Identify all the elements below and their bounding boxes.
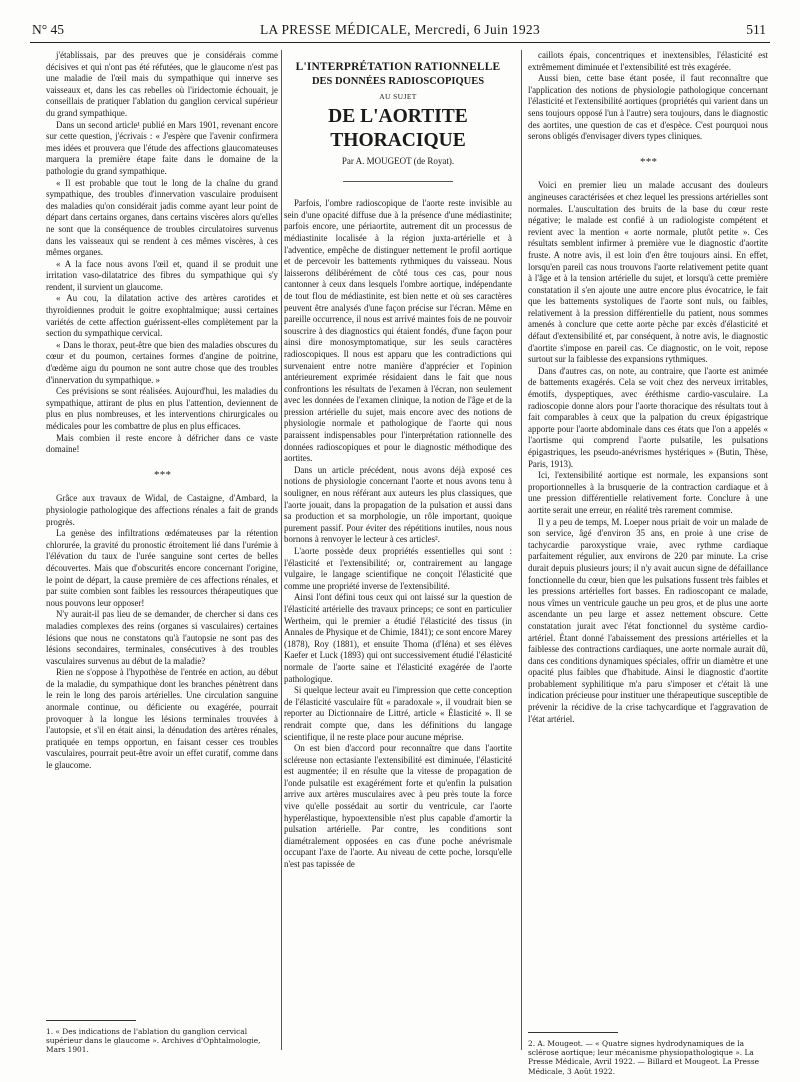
paragraph: caillots épais, concentriques et inextensibles, l'élasticité est extrêmement diminuée et l'extensibilité est très exagérée. [528, 50, 768, 72]
paragraph: Voici en premier lieu un malade accusant des douleurs angineuses caractérisées et chez lequel les pressions artérielles sont normales. L'auscultation des bruits de la base du cœur reste négative; le malade est confié à un radiologiste compétent et revient avec la mention « aorte normale, plutôt petite ». Ces résultats semblent infirmer à première vue le diagnostic d'aortite fruste. A notre avis, il est loin d'en être toujours ainsi. En effet, lorsqu'en pareil cas nous trouvons l'aorte relativement petite quant à l'âge et à la tension artérielle du sujet, et lorsqu'à cette première constatation il s'en ajoute une autre encore plus évocatrice, le fait que les battements systoliques de l'aorte sont nuls, ou faibles, relativement à la pression différentielle du patient, nous sommes amenés à conclure que cette aorte pèche par excès d'élasticité et défaut d'extensibilité et, par conséquent, à notre avis, le diagnostic d'aortite s'impose en pareil cas. Ce diagnostic, on le voit, repose surtout sur la faiblesse des expansions rythmiques. [528, 180, 768, 365]
page-number: 511 [746, 22, 766, 37]
title-rule [343, 181, 453, 182]
paragraph: j'établissais, par des preuves que je considérais comme décisives et qui n'ont pas été réfutées, que le glaucome n'est pas une maladie de l'œil mais du sympathique qui innerve ses vaisseaux et, dans les cas rebelles où l'iridectomie échouait, je conseillais de pratiquer l'ablation du ganglion cervical supérieur du grand sympathique. [46, 50, 278, 118]
article-title-line: L'INTERPRÉTATION RATIONNELLE [295, 61, 501, 73]
paragraph: « Il est probable que tout le long de la chaîne du grand sympathique, des troubles d'innervation vasculaire produisent des maladies qu'on considérait jadis comme ayant leur point de départ dans certains organes, dans certains viscères alors qu'elles ne sont que la conséquence de troubles circulatoires survenus dans les vaisseaux qui se rendent à ces mêmes viscères, à ces mêmes organes. [46, 177, 278, 258]
paragraph: Si quelque lecteur avait eu l'impression que cette conception de l'élasticité vasculaire fût « paradoxale », il voudrait bien se reporter au Dictionnaire de Littré, article « Élasticité ». Il se rendrait compte que, dans les définitions du langage scientifique, il ne reste place pour aucune méprise. [284, 685, 512, 742]
footnote-rule [528, 1032, 618, 1033]
paragraph: Rien ne s'oppose à l'hypothèse de l'entrée en action, au début de la maladie, du sympathique dont les branches pénètrent dans le rein le long des parois artérielles. Une circulation sanguine anormale continue, ou déficiente ou exagérée, pourrait provoquer à la longue les lésions terminales trouvées à l'autopsie, et s'il en était ainsi, la dénudation des artères rénales, pratiquée en temps opportun, en faisant cesser ces troubles vasculaires, pourrait peut-être avoir un effet curatif, comme dans le glaucome. [46, 667, 278, 771]
header-rule [30, 42, 770, 43]
paragraph: « Dans le thorax, peut-être que bien des maladies obscures du cœur et du poumon, certaines formes d'angine de poitrine, d'œdème aigu du poumon ne sont autre chose que des troubles d'innervation du sympathique. » [46, 339, 278, 385]
section-ornament: * * * [154, 468, 170, 481]
column-divider [281, 50, 282, 1050]
paragraph: Ici, l'extensibilité aortique est normale, les expansions sont proportionnelles à la brusquerie de la contraction cardiaque et à une pression différentielle relativement forte. Conclure à une aortite serait une erreur, en réalité très rarement commise. [528, 470, 768, 515]
footnote-block-1 [46, 1010, 278, 1055]
paragraph: Parfois, l'ombre radioscopique de l'aorte reste invisible au sein d'une opacité diffuse due à la présence d'une médiastinite; parfois encore, une périaortite, autrement dit un processus de médiastinite localisée à la région juxta-artérielle et à l'adventice, empêche de distinguer nettement le profil aortique et de percevoir les battements rythmiques du vaisseau. Nous laisserons délibérément de côté tous ces cas, pour nous cantonner à ceux dans lesquels l'ombre aortique, indépendante de tout flou de médiastinite, est bien nette et où ses caractères peuvent être analysés d'une façon précise sur l'écran. Même en pareille occurrence, il nous est arrivé maintes fois de ne pouvoir souscrire à des diagnostics qui étaient fondés, d'une façon pour ainsi dire monosymptomatique, sur les seuls caractères radioscopiques. Il nous est apparu que les contradictions qui survenaient entre notre manière d'apprécier et l'opinion antérieurement exprimée résidaient dans le fait que nous confrontions les résultats de l'examen à l'écran, non seulement avec les données de l'examen clinique, la notion de l'âge et de la pression artérielle du sujet, mais encore avec des notions de physiologie normale et pathologique de l'aorte qui nous paraissent indispensables pour l'interprétation rationnelle des données radioscopiques et pour le diagnostic méthodique des aortites. [284, 198, 512, 464]
paragraph: Grâce aux travaux de Widal, de Castaigne, d'Ambard, la physiologie pathologique des affections rénales a fait de grands progrès. [46, 493, 278, 527]
column-2 [284, 50, 512, 1040]
issue-number: N° 45 [32, 22, 65, 37]
column-1 [46, 50, 278, 1030]
paragraph: Dans un second article¹ publié en Mars 1901, revenant encore sur cette question, j'écrivais : « J'espère que l'avenir confirmera mes idées et prouvera que l'étude des affections glaucomateuses marquera la première étape faite dans le domaine de la pathologie du grand sympathique. [46, 119, 278, 176]
paragraph: On est bien d'accord pour reconnaître que dans l'aortite scléreuse non ectasiante l'extensibilité est diminuée, l'élasticité est augmentée; il en résulte que la vitesse de propagation de l'onde pulsatile est exagérément forte et qu'enfin la pulsation arrive aux artères musculaires avec à peu près toute la force vive qu'elle possédait au sortir du ventricule, car l'aorte hyperélastique, hypoextensible n'est plus capable d'amortir la pulsation artérielle. Par contre, les conditions sont diamétralement opposées en cas d'une poche anévrismale occupant l'axe de l'aorte. Au niveau de cette poche, lorsqu'elle n'est pas tapissée de [284, 743, 512, 870]
article-title-block [284, 60, 512, 182]
footnote-block-2 [528, 1022, 768, 1076]
article-author: Par A. MOUGEOT (de Royat). [341, 155, 455, 166]
footnote-rule [46, 1020, 136, 1021]
paragraph: N'y aurait-il pas lieu de se demander, de chercher si dans ces maladies complexes des reins (organes si vasculaires) certaines lésions que nous ne constatons qu'à l'autopsie ne sont pas des lésions secondaires, terminales, consécutives à des troubles vasculaires survenus au début de la maladie? [46, 609, 278, 666]
article-title-line: AU SUJET [379, 92, 417, 101]
paragraph: Ces prévisions se sont réalisées. Aujourd'hui, les maladies du sympathique, attirant de plus en plus l'attention, deviennent de plus en plus nombreuses, et les interventions chirurgicales ou médicales pour les combattre de plus en plus efficaces. [46, 386, 278, 431]
column-divider [521, 50, 522, 1050]
page-header [30, 22, 770, 42]
paragraph: « Au cou, la dilatation active des artères carotides et thyroïdiennes produit le goitre exophtalmique; aussi certaines variétés de cette affection guérissent-elles complètement par la section du sympathique cervical. [46, 293, 278, 339]
footnote: 2. A. Mougeot. — « Quatre signes hydrodynamiques de la sclérose aortique; leur mécanisme physiopathologique ». La Presse Médicale, Avril 1922. — Billard et Mougeot. La Presse Médicale, 3 Août 1922. [528, 1039, 760, 1076]
article-main-title: DE L'AORTITE THORACIQUE [328, 105, 468, 151]
column-3 [528, 50, 768, 1050]
paragraph: Ainsi l'ont défini tous ceux qui ont laissé sur la question de l'élasticité artérielle des travaux princeps; ce sont en particulier Wertheim, qui le premier a étudié l'élasticité des tissus (in Annales de Physique et de Chimie, 1841); ce sont encore Marey (1878), Roy (1881), et ensuite Thoma (d'Iéna) et ses élèves Kaefer et Luck (1893) qui ont successivement étudié l'élasticité normale de l'aorte saine et l'élasticité exagérée de l'aorte pathologique. [284, 592, 512, 684]
section-ornament: * * * [640, 155, 656, 168]
paragraph: Mais combien il reste encore à défricher dans ce vaste domaine! [46, 432, 278, 455]
paragraph: Dans un article précédent, nous avons déjà exposé ces notions de physiologie concernant l'aorte et nous avons tenu à souligner, en nous référant aux auteurs les plus classiques, que l'aorte jouait, dans la propagation de la pulsation et aussi dans sa production et sa morphologie, un rôle important, quoique purement passif. Pour éviter des répétitions inutiles, nous nous bornons à renvoyer le lecteur à ces articles². [284, 464, 512, 545]
paragraph: Il y a peu de temps, M. Loeper nous priait de voir un malade de son service, âgé d'environ 35 ans, en proie à une crise de tachycardie paroxystique vraie, avec rythme cardiaque parfaitement régulier, aux environs de 220 par minute. La crise durait depuis plusieurs jours; il n'y avait aucun signe de défaillance fonctionnelle du cœur, bien que les pulsations fussent très faibles et les pressions artérielles fort basses. En radioscopant ce malade, nous vîmes un ventricule gauche un peu gros, et de plus une aorte ascendante un peu large et assez nettement obscure. Cette constatation jurait avec l'état fonctionnel du système cardio-artériel. Étant donné l'abaissement des pressions artérielles et la faiblesse des contractions cardiaques, une aorte normale aurait dû, dans ces conditions dynamiques spéciales, offrir un diamètre et une opacité plus faibles que d'habitude. Ainsi le diagnostic d'aortite probablement syphilitique m'a paru s'imposer et c'était là une indication précieuse pour instituer une thérapeutique susceptible de prévenir la récidive de la crise tachycardique et l'aggravation de l'état artériel. [528, 516, 768, 724]
paragraph: La genèse des infiltrations œdémateuses par la rétention chlorurée, la gravité du pronostic étroitement lié dans l'urémie à l'élévation du taux de l'urée sanguine sont certes de belles découvertes. Mais que d'obscurités encore concernant l'origine, le point de départ, la cause première de ces affections rénales, et par suite combien sont faibles les ressources thérapeutiques que nous pouvons leur opposer! [46, 528, 278, 608]
paragraph: L'aorte possède deux propriétés essentielles qui sont : l'élasticité et l'extensibilité; or, contrairement au langage vulgaire, le langage scientifique ne conçoit l'élasticité que comme une propriété inverse de l'extensibilité. [284, 546, 512, 591]
footnote: 1. « Des indications de l'ablation du ganglion cervical supérieur dans le glaucome ». Archives d'Ophtalmologie, Mars 1901. [46, 1027, 261, 1055]
article-title-line: DES DONNÉES RADIOSCOPIQUES [311, 76, 485, 87]
journal-title-date: LA PRESSE MÉDICALE, Mercredi, 6 Juin 1923 [259, 22, 541, 37]
paragraph: Aussi bien, cette base étant posée, il faut reconnaître que l'application des notions de physiologie pathologique concernant l'élasticité et l'extensibilité aortiques (propriétés qui varient dans un sens toujours opposé l'un à l'autre) sera toujours, dans le diagnostic des aortites, une question de cas et d'espèce. C'est pourquoi nous serons obligés d'envisager divers types cliniques. [528, 73, 768, 142]
paragraph: Dans d'autres cas, on note, au contraire, que l'aorte est animée de battements exagérés. Cela se voit chez des nerveux irritables, émotifs, dyspeptiques, avec éréthisme cardio-vasculaire. La radioscopie donne alors pour l'aorte thoracique des résultats tout à fait comparables à ceux que la palpation du creux épigastrique apporte pour l'aorte abdominale dans ces états que l'on a appelés « l'aortisme qui comprend l'aorte pulsatile, les pulsations épigastriques, les pseudo-anévrismes hystériques » (Butin, Thèse, Paris, 1913). [528, 365, 768, 469]
paragraph: « A la face nous avons l'œil et, quand il se produit une irritation vaso-dilatatrice des fibres du sympathique qui s'y rendent, il survient un glaucome. [46, 258, 278, 292]
